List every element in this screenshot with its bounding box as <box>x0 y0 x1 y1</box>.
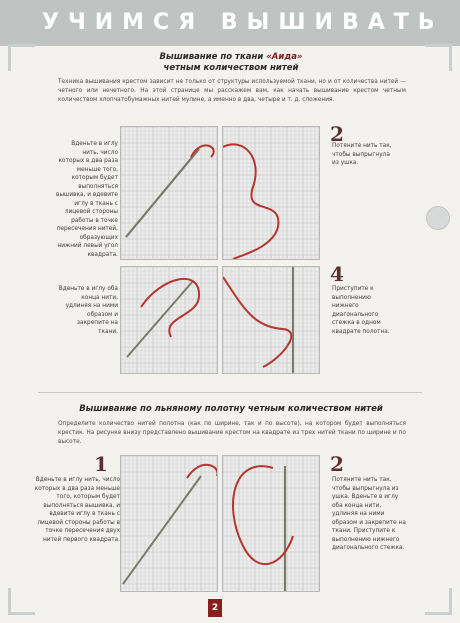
grid-canvas <box>121 456 217 591</box>
grid-canvas <box>223 267 319 373</box>
section1-title-line2: четным количеством нитей <box>163 63 299 73</box>
embroidery-illustration <box>120 126 218 260</box>
step-text: Потяните нить так, чтобы выпрыгнула из ушка. <box>332 143 392 166</box>
step-number: 2 <box>330 122 344 146</box>
grid-canvas <box>223 456 319 591</box>
grid-canvas <box>223 127 319 259</box>
fabric-grid <box>223 456 319 591</box>
step-text: Вденьте в иглу нить, число которых в два раза меньше того, которым будет выполняться вышивка, и вдевите иглу в ткань с лицевой стороны работы в точке пересечения нитей, образующих нижний левый угол квадрата. <box>56 141 118 258</box>
section1-title <box>40 52 422 74</box>
page-number: 2 <box>208 599 222 617</box>
corner-ornament <box>425 588 452 615</box>
embroidery-illustration <box>222 126 320 260</box>
section1-intro: Техника вышивания крестом зависит не только от структуры используемой ткани, но и от количества нитей — четного или нечетного. На этой странице мы расскажем вам, как начать вышивание крестом четным количеством хлопчатобумажных нитей мулине, а именно в два, четыре и т. д. сложения. <box>58 79 406 103</box>
section2-title: Вышивание по льняному полотну четным количеством нитей <box>79 404 383 414</box>
step-text: Приступите к выполнению нижнего диагонального стежка в одном квадрате полотна. <box>332 286 390 335</box>
section1-title-accent: «Аида» <box>266 52 303 62</box>
fabric-grid <box>121 456 217 591</box>
binder-hole <box>426 206 450 230</box>
divider <box>38 392 422 393</box>
section2-intro: Определите количество нитей полотна (как по ширине, так и по высоте), на котором будет выполняться крестик. На рисунке внизу представлено вышивание крестом на квадрате из трех нитей ткани по ширине и по высоте. <box>58 421 406 445</box>
fabric-grid <box>223 267 319 373</box>
corner-ornament <box>8 44 35 71</box>
corner-ornament <box>8 588 35 615</box>
grid-canvas <box>121 127 217 259</box>
step-text: Вденьте в иглу оба конца нити, удлиняя на ними образом и закрепите на ткани. <box>58 286 118 335</box>
section1-title-prefix: Вышивание по ткани <box>159 52 267 62</box>
step-number: 2 <box>330 452 344 476</box>
page-title: УЧИМСЯ ВЫШИВАТЬ <box>42 10 444 35</box>
embroidery-illustration <box>222 455 320 592</box>
corner-ornament <box>425 44 452 71</box>
header-bar <box>0 0 460 46</box>
step-number: 1 <box>94 452 108 476</box>
embroidery-illustration <box>222 266 320 374</box>
embroidery-illustration <box>120 455 218 592</box>
thread <box>223 277 291 367</box>
step-number: 4 <box>330 262 344 286</box>
embroidery-illustration <box>120 266 218 374</box>
step-text: Потяните нить так, чтобы выпрыгнула из ушка. Вденьте в иглу оба конца нити, удлиняя на ними образом и закрепите на ткани. Приступите к выполнению нижнего диагонального стежка. <box>332 477 406 551</box>
grid-canvas <box>121 267 217 373</box>
step-text: Вденьте в иглу нить, число которых в два раза меньше того, которым будет выполняться вышивка, и вдевите иглу в ткань с лицевой стороны работы в точке пересечения двух нитей первого квадрата. <box>34 477 120 543</box>
